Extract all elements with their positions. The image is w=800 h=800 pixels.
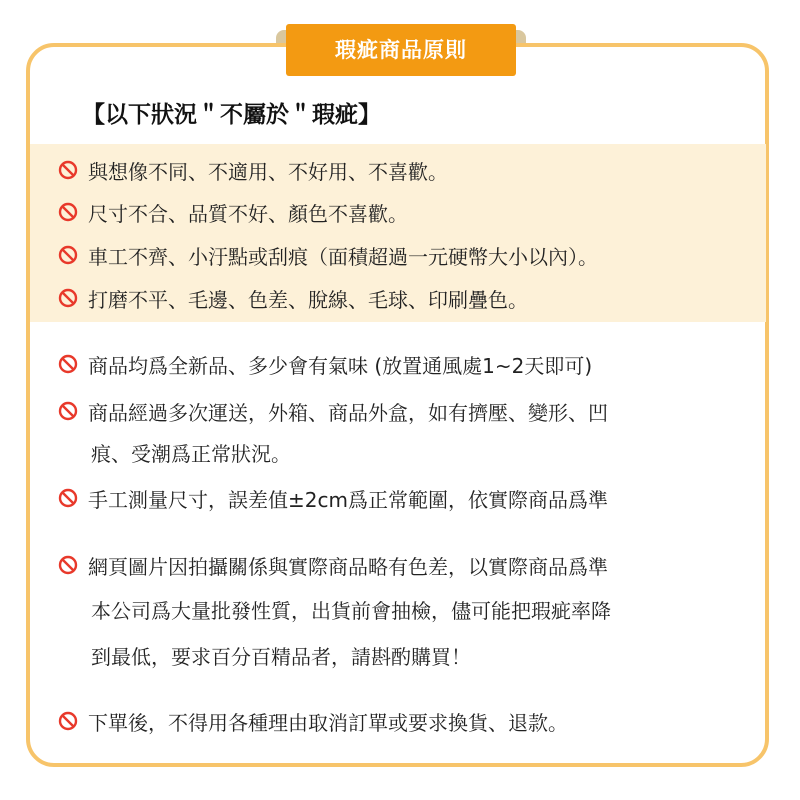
note-item xyxy=(58,706,568,736)
note-item xyxy=(58,349,592,379)
prohibited-icon xyxy=(58,160,78,180)
note-text: 手工測量尺寸，誤差值±2cm爲正常範圍，依實際商品爲準 xyxy=(88,487,608,512)
prohibited-icon xyxy=(58,288,78,308)
note-text: 下單後，不得用各種理由取消訂單或要求換貨、退款。 xyxy=(88,710,568,735)
list-item xyxy=(58,197,408,227)
note-item xyxy=(58,396,608,426)
banner-title: 瑕疵商品原則 xyxy=(335,38,467,62)
note-text: 商品均爲全新品、多少會有氣味 (放置通風處1~2天即可) xyxy=(88,353,593,378)
prohibited-icon xyxy=(58,245,78,265)
list-item xyxy=(58,155,448,185)
list-item-text: 車工不齊、小汙點或刮痕（面積超過一元硬幣大小以內）。 xyxy=(88,244,598,269)
title-banner xyxy=(286,24,516,80)
note-item xyxy=(58,483,608,513)
prohibited-icon xyxy=(58,354,78,374)
prohibited-icon xyxy=(58,401,78,421)
prohibited-icon xyxy=(58,555,78,575)
section-heading: 【以下狀況＂不屬於＂瑕疵】 xyxy=(82,102,381,128)
list-item xyxy=(58,283,528,313)
note-item xyxy=(58,550,608,580)
note-continuation: 本公司爲大量批發性質，出貨前會抽檢，儘可能把瑕疵率降 xyxy=(91,598,611,623)
note-text: 網頁圖片因拍攝關係與實際商品略有色差，以實際商品爲準 xyxy=(88,554,608,579)
list-item-text: 與想像不同、不適用、不好用、不喜歡。 xyxy=(88,159,448,184)
list-item-text: 打磨不平、毛邊、色差、脫線、毛球、印刷疊色。 xyxy=(88,287,528,312)
note-continuation: 痕、受潮爲正常狀況。 xyxy=(91,441,291,466)
list-item xyxy=(58,240,598,270)
list-item-text: 尺寸不合、品質不好、顏色不喜歡。 xyxy=(88,201,408,226)
note-continuation: 到最低，要求百分百精品者，請斟酌購買！ xyxy=(91,644,471,669)
note-text: 商品經過多次運送，外箱、商品外盒，如有擠壓、變形、凹 xyxy=(88,400,608,425)
prohibited-icon xyxy=(58,488,78,508)
prohibited-icon xyxy=(58,711,78,731)
prohibited-icon xyxy=(58,202,78,222)
